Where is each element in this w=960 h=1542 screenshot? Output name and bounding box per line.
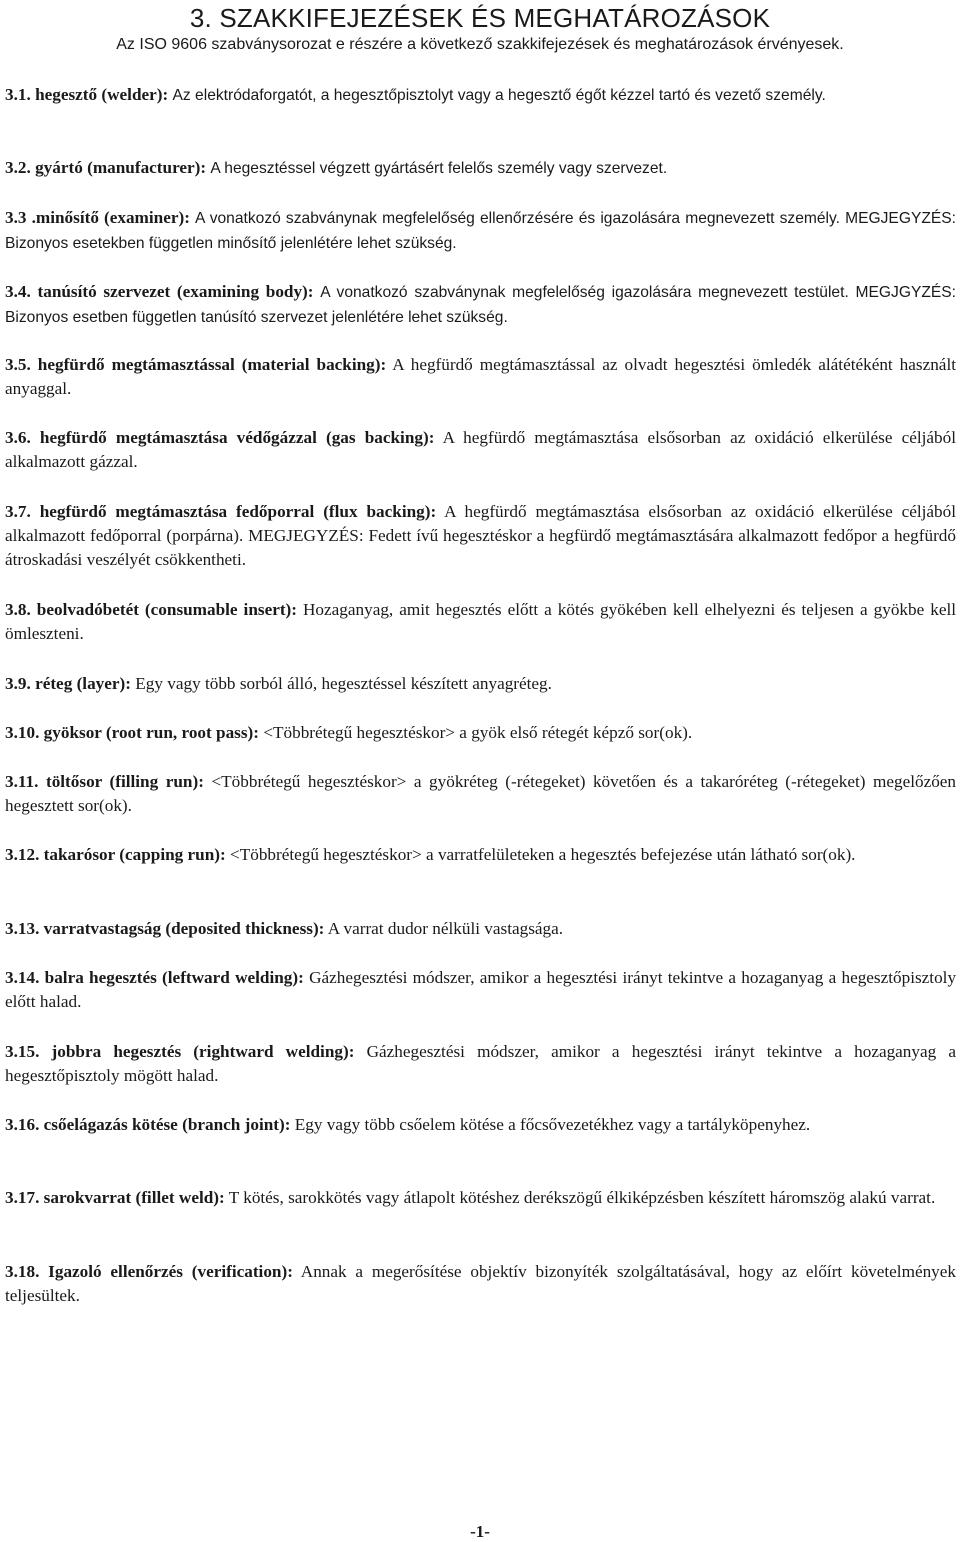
definition-number: 3.8. (5, 600, 31, 619)
page-number: -1- (470, 1522, 490, 1541)
definition-text: Gázhegesztési módszer, amikor a hegesztési irányt tekintve a hozaganyag a hegesztőpisztoly mögött halad. (5, 1042, 957, 1085)
definition-text: A varrat dudor nélküli vastagsága. (327, 919, 564, 938)
definition-text: A vonatkozó szabványnak megfelelőség ellenőrzésére és igazolására megnevezett személy. (195, 210, 840, 227)
definition-number: 3.4. (5, 282, 31, 301)
definition-text: Egy vagy több csőelem kötése a főcsővezetékhez vagy a tartályköpenyhez. (294, 1115, 811, 1134)
definition-number: 3.7. (5, 502, 31, 521)
definition-number: 3.14. (5, 968, 40, 987)
definition-number: 3.10. (5, 723, 40, 742)
definition-term: varratvastagság (deposited thickness): (43, 919, 325, 938)
definition-text: <Többrétegű hegesztéskor> a gyökréteg (-rétegeket) követően és a takaróréteg (-rétegeket) megelőzően hegesztett sor(ok). (5, 772, 957, 815)
definition-3-9 (5, 672, 956, 696)
definition-number: 3.11. (5, 772, 39, 791)
definition-3-4 (5, 280, 956, 330)
definition-3-5 (5, 353, 956, 401)
page-title: 3. SZAKKIFEJEZÉSEK ÉS MEGHATÁROZÁSOK (189, 3, 771, 33)
definition-number: 3.5. (5, 355, 31, 374)
definition-number: 3.18. (5, 1262, 40, 1281)
definition-term: gyöksor (root run, root pass): (43, 723, 260, 742)
definition-3-17 (5, 1186, 956, 1210)
definition-3-18 (5, 1260, 956, 1308)
definition-3-12 (5, 843, 956, 867)
definition-3-11 (5, 770, 956, 818)
definition-number: 3.6. (5, 428, 31, 447)
definition-term: balra hegesztés (leftward welding): (44, 968, 304, 987)
definition-term: hegesztő (welder): (35, 85, 169, 104)
definition-number: 3.15. (5, 1042, 40, 1061)
definition-text: T kötés, sarokkötés vagy átlapolt kötéshez derékszögű élkiképzésben készített háromszög alakú varrat. (228, 1188, 936, 1207)
definition-term: hegfürdő megtámasztással (material backing): (37, 355, 387, 374)
definition-note: MEGJGYZÉS: Bizonyos esetben független tanúsító szervezet jelenlétére lehet szükség. (5, 284, 957, 326)
definition-text: Az elektródaforgatót, a hegesztőpisztolyt vagy a hegesztő égőt kézzel tartó és vezető személy. (172, 87, 826, 104)
definition-term: .minősítő (examiner): (31, 208, 190, 227)
definition-text: Hozaganyag, amit hegesztés előtt a kötés gyökében kell elhelyezni és teljesen a gyökbe kell ömleszteni. (5, 600, 957, 643)
definition-3-15 (5, 1040, 956, 1088)
definition-number: 3.13. (5, 919, 40, 938)
definition-3-3 (5, 206, 956, 256)
definition-3-16 (5, 1113, 956, 1137)
definition-text: <Többrétegű hegesztéskor> a gyök első rétegét képző sor(ok). (263, 723, 693, 742)
definition-3-14 (5, 966, 956, 1014)
definition-3-1 (5, 83, 956, 108)
definition-term: töltősor (filling run): (45, 772, 204, 791)
definition-3-6 (5, 426, 956, 474)
definition-term: réteg (layer): (35, 674, 131, 693)
definition-number: 3.3 (5, 208, 27, 227)
definition-3-13 (5, 917, 956, 941)
definition-text: A hegfürdő megtámasztása elsősorban az oxidáció elkerülése céljából alkalmazott gázzal. (5, 428, 956, 471)
definition-term: jobbra hegesztés (rightward welding): (51, 1042, 355, 1061)
definition-text: Annak a megerősítése objektív bizonyíték szolgáltatásával, hogy az előírt követelmények teljesültek. (5, 1262, 956, 1305)
definition-number: 3.2. (5, 158, 31, 177)
definition-3-10 (5, 721, 956, 745)
definition-text: A vonatkozó szabványnak megfelelőség igazolására megnevezett testület. (320, 284, 849, 301)
definition-text: A hegesztéssel végzett gyártásért felelős személy vagy szervezet. (210, 160, 668, 177)
definition-3-2 (5, 156, 956, 181)
definition-text: A hegfürdő megtámasztással az olvadt hegesztési ömledék alátétéként használt anyaggal. (5, 355, 956, 398)
definition-number: 3.1. (5, 85, 31, 104)
definition-text: <Többrétegű hegesztéskor> a varratfelületeken a hegesztés befejezése után látható sor(ok). (230, 845, 856, 864)
definition-term: csőelágazás kötése (branch joint): (43, 1115, 291, 1134)
definition-term: Igazoló ellenőrzés (verification): (48, 1262, 293, 1281)
definition-3-7 (5, 500, 956, 572)
definition-term: hegfürdő megtámasztása fedőporral (flux backing): (39, 502, 437, 521)
definition-term: hegfürdő megtámasztása védőgázzal (gas backing): (39, 428, 435, 447)
page-subtitle: Az ISO 9606 szabványsorozat e részére a következő szakkifejezések és meghatározások érvényesek. (116, 36, 844, 53)
definition-term: gyártó (manufacturer): (35, 158, 207, 177)
definition-3-8 (5, 598, 956, 646)
definition-text: Gázhegesztési módszer, amikor a hegesztési irányt tekintve a hozaganyag a hegesztőpisztoly előtt halad. (5, 968, 957, 1011)
definition-term: sarokvarrat (fillet weld): (43, 1188, 225, 1207)
definition-number: 3.16. (5, 1115, 40, 1134)
definition-note: MEGJEGYZÉS: Bizonyos esetekben független minősítő jelenlétére lehet szükség. (5, 210, 957, 252)
definition-text: A hegfürdő megtámasztása elsősorban az oxidáció elkerülése céljából alkalmazott fedőporral (porpárna). MEGJEGYZÉS: Fedett ívű hegesztéskor a hegfürdő megtámasztására alkalmazott fedőpor a hegfürdő átroskadási veszélyét csökkentheti. (5, 502, 957, 569)
definition-term: beolvadóbetét (consumable insert): (36, 600, 298, 619)
definition-number: 3.17. (5, 1188, 40, 1207)
definition-text: Egy vagy több sorból álló, hegesztéssel készített anyagréteg. (135, 674, 552, 693)
definition-term: takarósor (capping run): (43, 845, 226, 864)
definition-term: tanúsító szervezet (examining body): (37, 282, 314, 301)
definition-number: 3.12. (5, 845, 40, 864)
definition-number: 3.9. (5, 674, 31, 693)
